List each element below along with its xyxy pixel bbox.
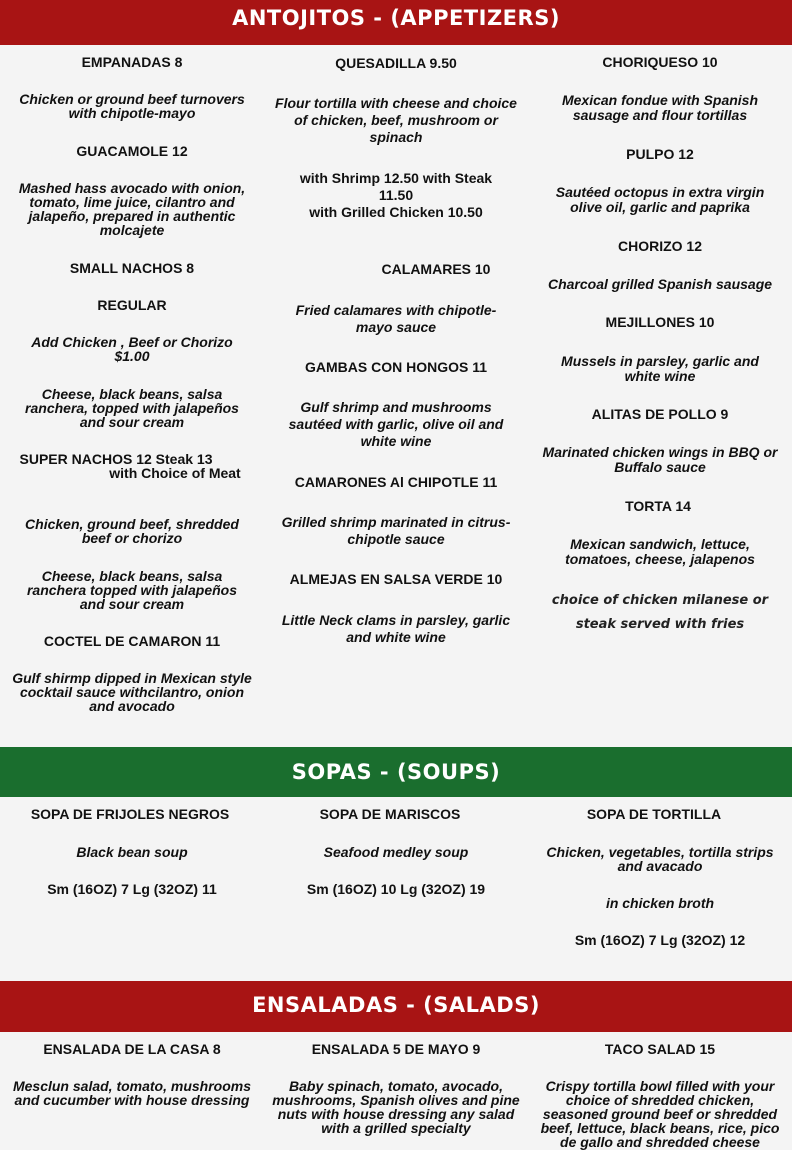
quesadilla-options: with Shrimp 12.50 with Steak 11.50 [299,170,493,203]
soup-tortilla-sizes: Sm (16OZ) 7 Lg (32OZ) 12 [574,932,746,948]
soup-mariscos-desc: Seafood medley soup [323,844,469,860]
regular-title: REGULAR [97,297,167,313]
salad-casa-title: ENSALADA DE LA CASA 8 [43,1041,221,1057]
salad-taco-title: TACO SALAD 15 [604,1041,716,1057]
alitas-title: ALITAS DE POLLO 9 [591,406,729,422]
gambas-title: GAMBAS CON HONGOS 11 [304,359,488,375]
mejillones-title: MEJILLONES 10 [605,314,715,330]
camarones-title: CAMARONES Al CHIPOTLE 11 [294,474,498,490]
nachos-desc: Cheese, black beans, salsa ranchera, topped with jalapeños and sour cream [25,386,239,430]
guacamole-title: GUACAMOLE 12 [76,143,188,159]
soup-mariscos-sizes: Sm (16OZ) 10 Lg (32OZ) 19 [306,881,486,897]
choriqueso-title: CHORIQUESO 10 [602,54,718,70]
choriqueso-desc: Mexican fondue with Spanish sausage and flour tortillas [561,92,759,123]
torta-title: TORTA 14 [625,498,691,514]
soup-tortilla-title: SOPA DE TORTILLA [586,806,722,822]
salad-mayo-title: ENSALADA 5 DE MAYO 9 [311,1041,481,1057]
super-nachos-title: SUPER NACHOS 12 Steak 13 [19,451,213,467]
empanadas-title: EMPANADAS 8 [81,54,183,70]
soup-frijoles-desc: Black bean soup [76,844,188,860]
appetizers-header: ANTOJITOS - (APPETIZERS) [0,0,792,45]
soup-frijoles-title: SOPA DE FRIJOLES NEGROS [30,806,230,822]
soup-mariscos-title: SOPA DE MARISCOS [319,806,461,822]
coctel-desc: Gulf shirmp dipped in Mexican style cocktail sauce withcilantro, onion and avocado [12,670,252,714]
quesadilla-options-2: with Grilled Chicken 10.50 [309,204,483,220]
add-meat-note: Add Chicken , Beef or Chorizo $1.00 [31,334,233,364]
salad-taco-desc: Crispy tortilla bowl filled with your choice of shredded chicken, seasoned ground beef or shredded beef, lettuce, black beans, rice, pico de gallo and shredded cheese [540,1078,780,1150]
quesadilla-desc: Flour tortilla with cheese and choice of chicken, beef, mushroom or spinach [275,95,517,145]
almejas-title: ALMEJAS EN SALSA VERDE 10 [289,571,503,587]
super-nachos-sub: with Choice of Meat [109,465,241,481]
calamares-desc: Fried calamares with chipotle-mayo sauce [295,302,497,335]
torta-choice: choice of chicken milanese or steak served with fries [551,593,769,632]
salads-header: ENSALADAS - (SALADS) [0,981,792,1032]
soup-frijoles-sizes: Sm (16OZ) 7 Lg (32OZ) 11 [47,881,217,897]
salad-mayo-desc: Baby spinach, tomato, avocado, mushrooms, Spanish olives and pine nuts with house dressing any salad with a grilled specialty [272,1078,520,1136]
mejillones-desc: Mussels in parsley, garlic and white wine [561,353,759,384]
gambas-desc: Gulf shrimp and mushrooms sautéed with garlic, olive oil and white wine [288,399,504,449]
salad-casa-desc: Mesclun salad, tomato, mushrooms and cucumber with house dressing [12,1078,252,1108]
alitas-desc: Marinated chicken wings in BBQ or Buffalo sauce [542,444,778,475]
soup-tortilla-desc-2: in chicken broth [605,895,715,911]
soup-tortilla-desc: Chicken, vegetables, tortilla strips and avacado [546,844,774,874]
super-nachos-desc: Cheese, black beans, salsa ranchera topped with jalapeños and sour cream [26,568,238,612]
torta-desc: Mexican sandwich, lettuce, tomatoes, cheese, jalapenos [565,536,755,567]
pulpo-desc: Sautéed octopus in extra virgin olive oil, garlic and paprika [555,184,765,215]
quesadilla-title: QUESADILLA 9.50 [335,55,457,71]
calamares-title: CALAMARES 10 [381,261,491,277]
chorizo-title: CHORIZO 12 [617,238,702,254]
super-nachos-meats: Chicken, ground beef, shredded beef or chorizo [25,516,239,546]
soups-header: SOPAS - (SOUPS) [0,747,792,797]
empanadas-desc: Chicken or ground beef turnovers with chipotle-mayo [19,91,245,121]
almejas-desc: Little Neck clams in parsley, garlic and white wine [281,612,511,645]
guacamole-desc: Mashed hass avocado with onion, tomato, lime juice, cilantro and jalapeño, prepared in authentic molcajete [18,180,246,238]
pulpo-title: PULPO 12 [626,146,694,162]
chorizo-desc: Charcoal grilled Spanish sausage [547,276,773,292]
camarones-desc: Grilled shrimp marinated in citrus-chipotle sauce [281,514,511,547]
small-nachos-title: SMALL NACHOS 8 [69,260,195,276]
coctel-title: COCTEL DE CAMARON 11 [43,633,221,649]
